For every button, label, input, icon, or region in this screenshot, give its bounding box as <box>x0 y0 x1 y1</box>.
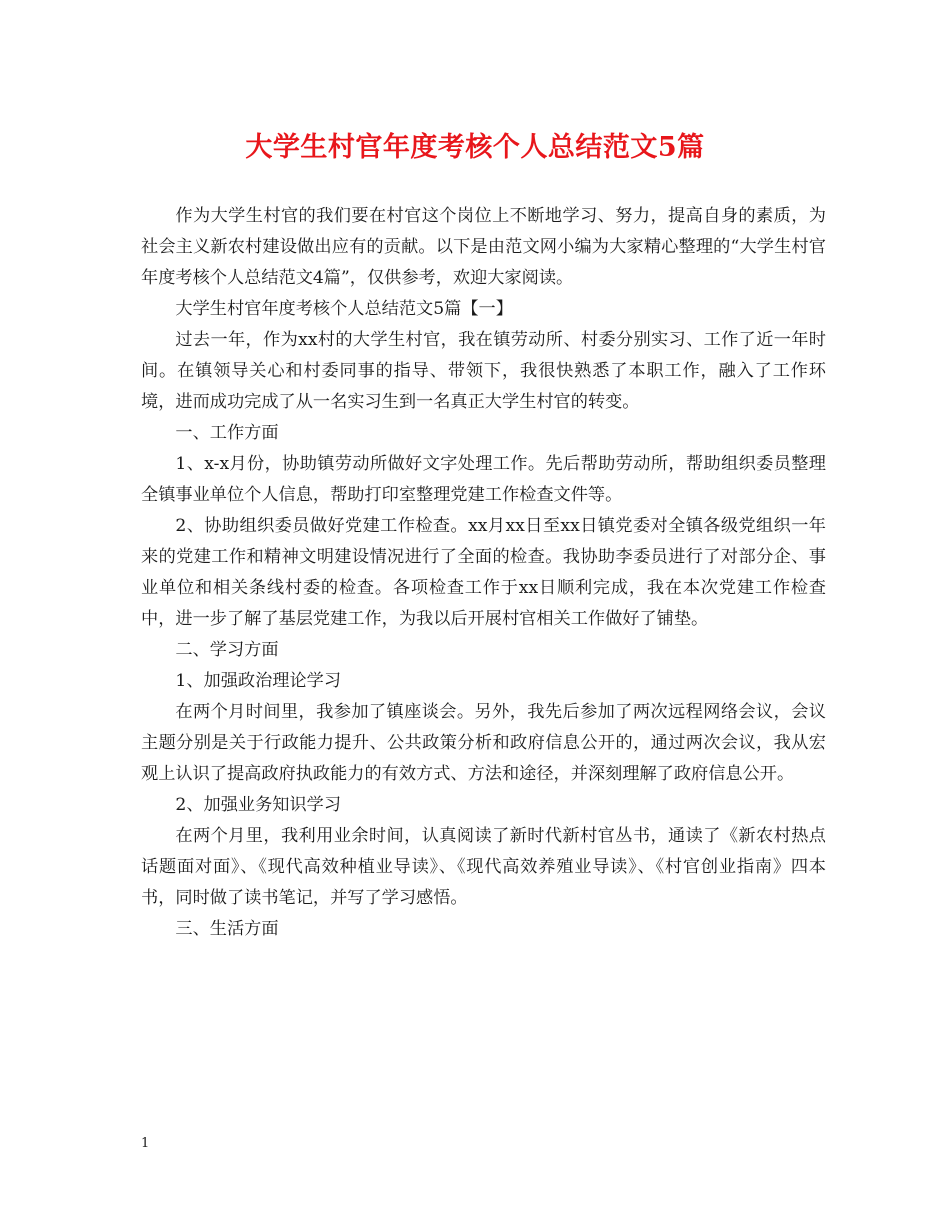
intro-paragraph: 作为大学生村官的我们要在村官这个岗位上不断地学习、努力，提高自身的素质，为社会主义新农村建设做出应有的贡献。以下是由范文网小编为大家精心整理的“大学生村官年度考核个人总结范文4篇”，仅供参考，欢迎大家阅读。 <box>141 206 826 288</box>
section-heading-article-one: 大学生村官年度考核个人总结范文5篇【一】 <box>175 299 513 319</box>
body-paragraph: 在两个月里，我利用业余时间，认真阅读了新时代新村官丛书，通读了《新农村热点话题面对面》、《现代高效种植业导读》、《现代高效养殖业导读》、《村官创业指南》四本书，同时做了读书笔记，并写了学习感悟。 <box>141 826 826 908</box>
subheading-business-knowledge: 2、加强业务知识学习 <box>175 795 342 815</box>
subheading-political-theory: 1、加强政治理论学习 <box>175 671 342 691</box>
document-body <box>141 201 826 945</box>
body-paragraph: 过去一年，作为xx村的大学生村官，我在镇劳动所、村委分别实习、工作了近一年时间。在镇领导关心和村委同事的指导、带领下，我很快熟悉了本职工作，融入了工作环境，进而成功完成了从一名实习生到一名真正大学生村官的转变。 <box>141 330 826 412</box>
page-number: 1 <box>141 1136 150 1151</box>
section-heading-work: 一、工作方面 <box>175 423 279 443</box>
section-heading-study: 二、学习方面 <box>175 640 279 660</box>
document-title: 大学生村官年度考核个人总结范文5篇 <box>245 132 705 163</box>
body-paragraph: 2、协助组织委员做好党建工作检查。xx月xx日至xx日镇党委对全镇各级党组织一年来的党建工作和精神文明建设情况进行了全面的检查。我协助李委员进行了对部分企、事业单位和相关条线村委的检查。各项检查工作于xx日顺利完成，我在本次党建工作检查中，进一步了解了基层党建工作，为我以后开展村官相关工作做好了铺垫。 <box>141 516 826 629</box>
body-paragraph: 在两个月时间里，我参加了镇座谈会。另外，我先后参加了两次远程网络会议，会议主题分别是关于行政能力提升、公共政策分析和政府信息公开的，通过两次会议，我从宏观上认识了提高政府执政能力的有效方式、方法和途径，并深刻理解了政府信息公开。 <box>141 702 826 784</box>
body-paragraph: 1、x-x月份，协助镇劳动所做好文字处理工作。先后帮助劳动所，帮助组织委员整理全镇事业单位个人信息，帮助打印室整理党建工作检查文件等。 <box>141 454 826 505</box>
section-heading-life: 三、生活方面 <box>175 919 279 939</box>
